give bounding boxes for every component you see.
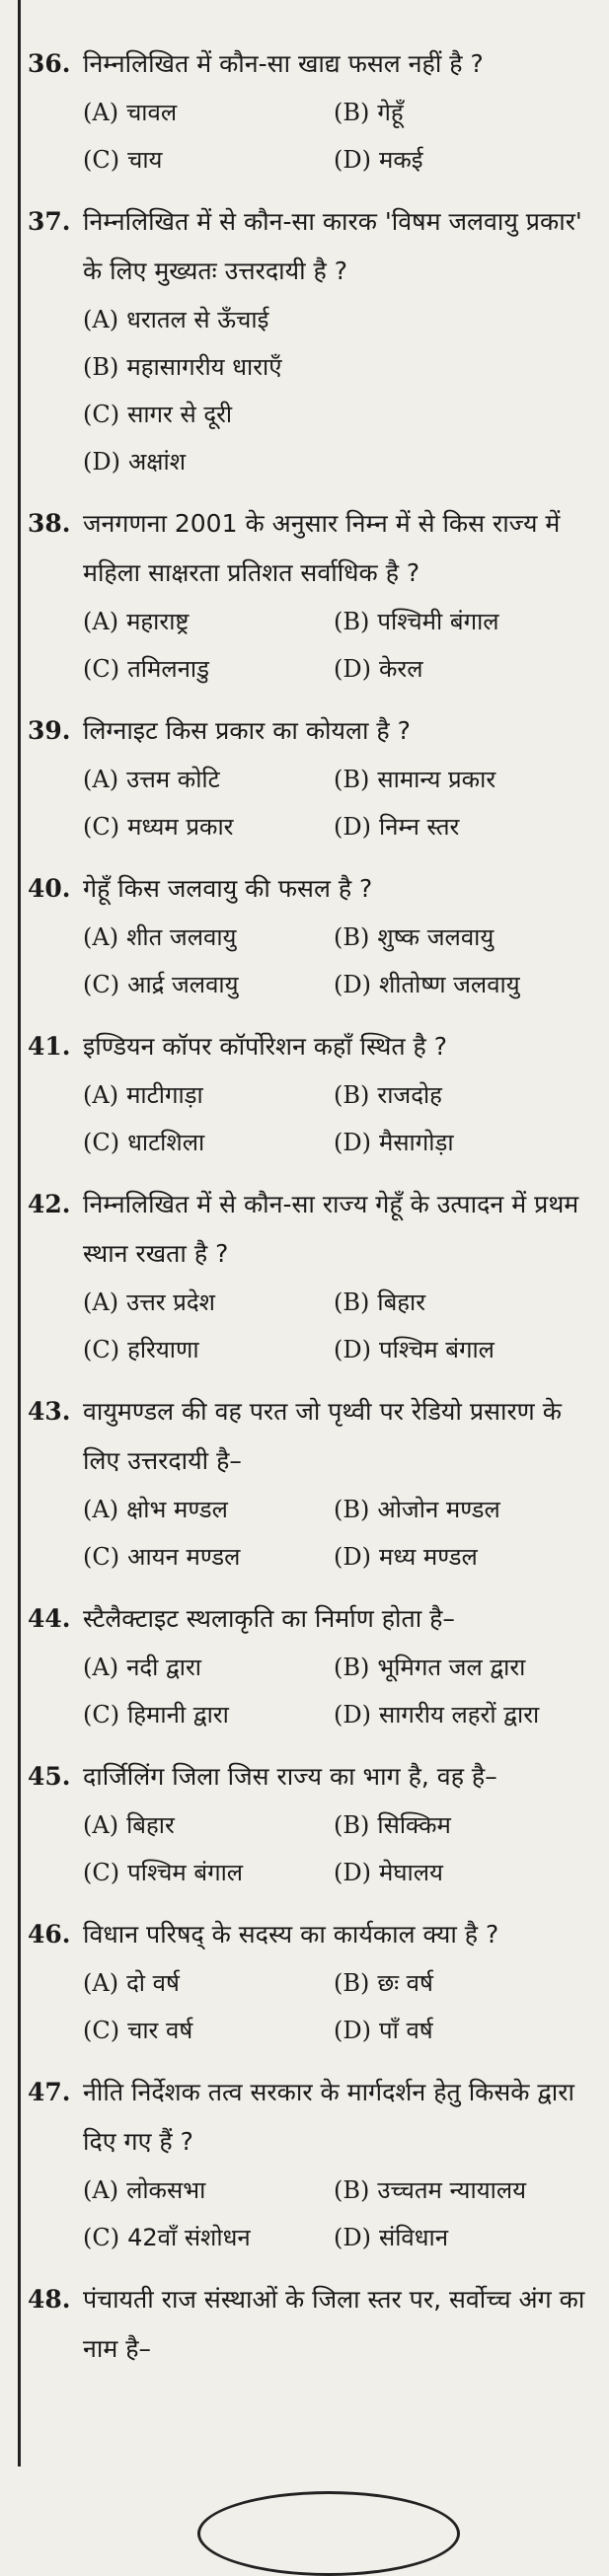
option-d bbox=[334, 803, 592, 850]
question-number: 41. bbox=[28, 1032, 71, 1061]
option-label: (D) bbox=[83, 448, 120, 476]
question-line bbox=[28, 1752, 592, 1802]
bottom-stamp-arc bbox=[197, 2491, 460, 2576]
option-label: (A) bbox=[83, 99, 119, 126]
option-text: आयन मण्डल bbox=[127, 1543, 241, 1571]
option-a bbox=[83, 756, 334, 803]
question-text: विधान परिषद् के सदस्य का कार्यकाल क्या है ? bbox=[83, 1920, 499, 1949]
question-number: 44. bbox=[28, 1604, 71, 1633]
question-number: 36. bbox=[28, 49, 71, 78]
option-a bbox=[83, 1644, 334, 1691]
question-text: दार्जिलिंग जिला जिस राज्य का भाग है, वह है– bbox=[83, 1762, 497, 1791]
option-text: बिहार bbox=[377, 1288, 426, 1316]
question-39 bbox=[28, 706, 592, 850]
option-text: सागरीय लहरों द्वारा bbox=[378, 1701, 540, 1729]
option-b bbox=[334, 2167, 592, 2214]
option-text: पश्चिम बंगाल bbox=[127, 1859, 244, 1886]
option-text: दो वर्ष bbox=[126, 1969, 180, 1997]
option-label: (D) bbox=[334, 655, 371, 683]
option-text: सिक्किम bbox=[377, 1811, 451, 1839]
option-a bbox=[83, 1071, 334, 1119]
option-label: (C) bbox=[83, 1129, 120, 1156]
option-text: 42वाँ संशोधन bbox=[127, 2224, 251, 2251]
option-text: हिमानी द्वारा bbox=[127, 1701, 229, 1729]
question-line bbox=[28, 1910, 592, 1959]
question-text: निम्नलिखित में से कौन-सा राज्य गेहूँ के उत्पादन में प्रथम स्थान रखता है ? bbox=[83, 1190, 579, 1268]
option-text: निम्न स्तर bbox=[378, 813, 460, 841]
option-text: उच्चतम न्यायालय bbox=[377, 2176, 527, 2204]
question-line bbox=[28, 197, 592, 296]
option-c bbox=[83, 803, 334, 850]
option-label: (C) bbox=[83, 1859, 120, 1886]
options-list bbox=[83, 1959, 592, 2054]
option-c bbox=[83, 961, 334, 1008]
option-label: (B) bbox=[334, 766, 370, 793]
option-text: बिहार bbox=[126, 1811, 175, 1839]
option-text: माटीगाड़ा bbox=[126, 1081, 203, 1109]
option-label: (C) bbox=[83, 146, 120, 174]
option-label: (D) bbox=[334, 971, 371, 998]
option-label: (D) bbox=[334, 1701, 371, 1729]
left-margin-rule bbox=[18, 0, 21, 2466]
question-number: 40. bbox=[28, 874, 71, 903]
option-c bbox=[83, 391, 592, 438]
option-text: नदी द्वारा bbox=[126, 1654, 202, 1681]
option-text: चाय bbox=[127, 146, 163, 174]
option-b bbox=[83, 343, 592, 391]
option-text: संविधान bbox=[378, 2224, 449, 2251]
question-text: इण्डियन कॉपर कॉर्पोरेशन कहाँ स्थित है ? bbox=[83, 1032, 448, 1061]
option-text: छः वर्ष bbox=[377, 1969, 433, 1997]
option-label: (B) bbox=[83, 353, 119, 381]
option-d bbox=[334, 2007, 592, 2054]
option-text: सागर से दूरी bbox=[127, 401, 233, 428]
question-line bbox=[28, 1594, 592, 1644]
option-c bbox=[83, 1691, 334, 1738]
option-label: (D) bbox=[334, 1859, 371, 1886]
option-d bbox=[334, 1533, 592, 1581]
option-text: महाराष्ट्र bbox=[126, 608, 190, 635]
option-text: भूमिगत जल द्वारा bbox=[377, 1654, 526, 1681]
option-text: शुष्क जलवायु bbox=[377, 923, 495, 951]
option-d bbox=[334, 1326, 592, 1373]
option-d bbox=[334, 136, 592, 184]
option-text: मकई bbox=[378, 146, 423, 174]
options-list bbox=[83, 296, 592, 485]
option-label: (A) bbox=[83, 1654, 119, 1681]
option-b bbox=[334, 89, 592, 136]
question-line bbox=[28, 1022, 592, 1071]
option-label: (D) bbox=[334, 813, 371, 841]
question-line bbox=[28, 1180, 592, 1279]
option-label: (B) bbox=[334, 1969, 370, 1997]
option-b bbox=[334, 598, 592, 645]
option-label: (C) bbox=[83, 2017, 120, 2044]
question-number: 46. bbox=[28, 1920, 71, 1949]
option-label: (B) bbox=[334, 608, 370, 635]
option-text: मैसागोड़ा bbox=[378, 1129, 454, 1156]
option-text: चार वर्ष bbox=[127, 2017, 193, 2044]
option-c bbox=[83, 645, 334, 693]
question-text: वायुमण्डल की वह परत जो पृथ्वी पर रेडियो प्रसारण के लिए उत्तरदायी है– bbox=[83, 1397, 562, 1475]
question-46 bbox=[28, 1910, 592, 2054]
options-list bbox=[83, 2167, 592, 2261]
option-text: केरल bbox=[378, 655, 423, 683]
option-b bbox=[334, 1486, 592, 1533]
option-c bbox=[83, 2007, 334, 2054]
option-a bbox=[83, 598, 334, 645]
options-list bbox=[83, 1644, 592, 1738]
option-label: (D) bbox=[334, 2224, 371, 2251]
option-b bbox=[334, 1279, 592, 1326]
option-label: (B) bbox=[334, 1811, 370, 1839]
option-label: (D) bbox=[334, 146, 371, 174]
option-label: (C) bbox=[83, 1543, 120, 1571]
option-text: गेहूँ bbox=[377, 99, 404, 126]
option-text: मेघालय bbox=[378, 1859, 443, 1886]
option-label: (A) bbox=[83, 1496, 119, 1523]
option-a bbox=[83, 914, 334, 961]
question-44 bbox=[28, 1594, 592, 1738]
options-list bbox=[83, 1071, 592, 1166]
question-line bbox=[28, 39, 592, 89]
options-list bbox=[83, 1802, 592, 1896]
option-b bbox=[334, 1644, 592, 1691]
option-d bbox=[334, 1849, 592, 1896]
option-d bbox=[334, 2214, 592, 2261]
option-c bbox=[83, 1119, 334, 1166]
option-a bbox=[83, 1279, 334, 1326]
option-label: (A) bbox=[83, 2176, 119, 2204]
option-d bbox=[334, 961, 592, 1008]
question-text: स्टैलैक्टाइट स्थलाकृति का निर्माण होता है– bbox=[83, 1604, 455, 1633]
option-d bbox=[83, 438, 592, 485]
option-c bbox=[83, 1533, 334, 1581]
question-page bbox=[28, 39, 592, 2388]
option-c bbox=[83, 1849, 334, 1896]
option-b bbox=[334, 1802, 592, 1849]
option-text: क्षोभ मण्डल bbox=[126, 1496, 228, 1523]
option-label: (A) bbox=[83, 1969, 119, 1997]
option-label: (A) bbox=[83, 306, 119, 333]
question-48 bbox=[28, 2275, 592, 2374]
option-a bbox=[83, 1486, 334, 1533]
question-43 bbox=[28, 1387, 592, 1581]
option-text: हरियाणा bbox=[127, 1336, 199, 1363]
option-label: (A) bbox=[83, 608, 119, 635]
question-text: नीति निर्देशक तत्व सरकार के मार्गदर्शन हेतु किसके द्वारा दिए गए हैं ? bbox=[83, 2078, 574, 2156]
option-label: (D) bbox=[334, 1543, 371, 1571]
option-label: (B) bbox=[334, 1081, 370, 1109]
options-list bbox=[83, 1486, 592, 1581]
option-d bbox=[334, 1691, 592, 1738]
option-text: शीत जलवायु bbox=[126, 923, 237, 951]
option-d bbox=[334, 645, 592, 693]
option-label: (A) bbox=[83, 923, 119, 951]
question-42 bbox=[28, 1180, 592, 1373]
option-b bbox=[334, 756, 592, 803]
option-label: (B) bbox=[334, 99, 370, 126]
option-a bbox=[83, 89, 334, 136]
question-line bbox=[28, 864, 592, 914]
question-number: 47. bbox=[28, 2078, 71, 2106]
option-c bbox=[83, 136, 334, 184]
option-b bbox=[334, 914, 592, 961]
option-text: शीतोष्ण जलवायु bbox=[378, 971, 520, 998]
option-c bbox=[83, 2214, 334, 2261]
option-a bbox=[83, 1959, 334, 2007]
option-label: (A) bbox=[83, 1081, 119, 1109]
options-list bbox=[83, 1279, 592, 1373]
option-a bbox=[83, 1802, 334, 1849]
question-line bbox=[28, 2275, 592, 2374]
question-37 bbox=[28, 197, 592, 485]
question-45 bbox=[28, 1752, 592, 1896]
option-text: धाटशिला bbox=[127, 1129, 205, 1156]
option-b bbox=[334, 1071, 592, 1119]
option-text: मध्यम प्रकार bbox=[127, 813, 234, 841]
option-label: (A) bbox=[83, 1288, 119, 1316]
question-36 bbox=[28, 39, 592, 184]
option-text: उत्तर प्रदेश bbox=[126, 1288, 215, 1316]
option-label: (C) bbox=[83, 971, 120, 998]
option-label: (C) bbox=[83, 1336, 120, 1363]
option-text: ओजोन मण्डल bbox=[377, 1496, 500, 1523]
question-47 bbox=[28, 2068, 592, 2261]
option-label: (B) bbox=[334, 1288, 370, 1316]
options-list bbox=[83, 756, 592, 850]
option-text: सामान्य प्रकार bbox=[377, 766, 496, 793]
option-a bbox=[83, 2167, 334, 2214]
option-label: (B) bbox=[334, 1496, 370, 1523]
question-number: 48. bbox=[28, 2285, 71, 2314]
question-40 bbox=[28, 864, 592, 1008]
option-label: (D) bbox=[334, 1336, 371, 1363]
options-list bbox=[83, 914, 592, 1008]
question-text: निम्नलिखित में कौन-सा खाद्य फसल नहीं है ? bbox=[83, 49, 484, 78]
option-text: मध्य मण्डल bbox=[378, 1543, 478, 1571]
question-text: गेहूँ किस जलवायु की फसल है ? bbox=[83, 874, 373, 903]
option-label: (A) bbox=[83, 766, 119, 793]
option-label: (D) bbox=[334, 1129, 371, 1156]
question-line bbox=[28, 1387, 592, 1486]
option-text: महासागरीय धाराएँ bbox=[126, 353, 282, 381]
options-list bbox=[83, 598, 592, 693]
question-41 bbox=[28, 1022, 592, 1166]
question-text: लिग्नाइट किस प्रकार का कोयला है ? bbox=[83, 716, 411, 745]
option-label: (C) bbox=[83, 655, 120, 683]
option-text: उत्तम कोटि bbox=[126, 766, 220, 793]
option-label: (C) bbox=[83, 1701, 120, 1729]
question-number: 45. bbox=[28, 1762, 71, 1791]
question-number: 37. bbox=[28, 207, 71, 236]
question-line bbox=[28, 499, 592, 598]
question-text: निम्नलिखित में से कौन-सा कारक 'विषम जलवायु प्रकार' के लिए मुख्यतः उत्तरदायी है ? bbox=[83, 207, 582, 285]
option-label: (B) bbox=[334, 1654, 370, 1681]
question-38 bbox=[28, 499, 592, 693]
question-text: जनगणना 2001 के अनुसार निम्न में से किस राज्य में महिला साक्षरता प्रतिशत सर्वाधिक है ? bbox=[83, 509, 561, 587]
option-c bbox=[83, 1326, 334, 1373]
option-label: (A) bbox=[83, 1811, 119, 1839]
option-text: चावल bbox=[126, 99, 178, 126]
option-d bbox=[334, 1119, 592, 1166]
question-number: 38. bbox=[28, 509, 71, 538]
option-text: तमिलनाडु bbox=[127, 655, 209, 683]
option-label: (B) bbox=[334, 923, 370, 951]
option-text: पाँ वर्ष bbox=[378, 2017, 433, 2044]
option-text: अक्षांश bbox=[127, 448, 187, 476]
question-number: 43. bbox=[28, 1397, 71, 1426]
option-label: (C) bbox=[83, 401, 120, 428]
options-list bbox=[83, 89, 592, 184]
option-text: पश्चिम बंगाल bbox=[378, 1336, 495, 1363]
option-label: (C) bbox=[83, 813, 120, 841]
question-number: 42. bbox=[28, 1190, 71, 1218]
option-label: (D) bbox=[334, 2017, 371, 2044]
option-text: पश्चिमी बंगाल bbox=[377, 608, 499, 635]
option-text: राजदोह bbox=[377, 1081, 442, 1109]
option-label: (C) bbox=[83, 2224, 120, 2251]
option-text: धरातल से ऊँचाई bbox=[126, 306, 269, 333]
question-text: पंचायती राज संस्थाओं के जिला स्तर पर, सर्वोच्च अंग का नाम है– bbox=[83, 2285, 585, 2363]
option-text: लोकसभा bbox=[126, 2176, 206, 2204]
question-number: 39. bbox=[28, 716, 71, 745]
question-line bbox=[28, 2068, 592, 2167]
option-a bbox=[83, 296, 592, 343]
option-b bbox=[334, 1959, 592, 2007]
option-text: आर्द्र जलवायु bbox=[127, 971, 239, 998]
option-label: (B) bbox=[334, 2176, 370, 2204]
question-line bbox=[28, 706, 592, 756]
